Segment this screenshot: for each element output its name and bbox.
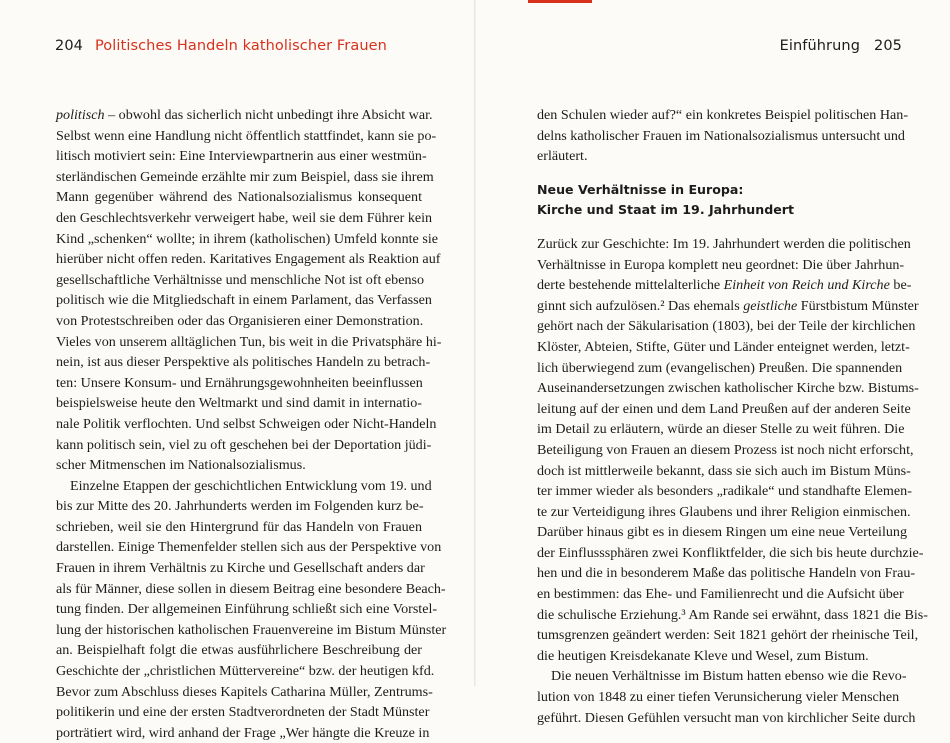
text-run: scher Mitmenschen im Nationalsozialismus. bbox=[56, 457, 306, 474]
text-run: schrieben, weil sie den Hintergrund für das Handeln von Frauen bbox=[56, 518, 422, 535]
text-run: derte bestehende mittelalterliche bbox=[537, 277, 724, 294]
text-line bbox=[537, 481, 912, 502]
text-run: hen und die in besonderem Maße das politische Handeln von Frau- bbox=[537, 565, 916, 582]
text-run: den Geschlechtsverkehr verweigert habe, weil sie dem Führer kein bbox=[56, 209, 433, 226]
text-run: von Protestschreiben oder das Organisieren einer Demonstration. bbox=[56, 312, 424, 329]
text-line bbox=[56, 723, 430, 743]
text-run: im Detail zu erläutern, würde an dieser Stelle zu weit führen. Die bbox=[537, 421, 905, 438]
text-line bbox=[56, 146, 427, 167]
text-run: tumsgrenzen geändert werden: Seit 1821 gehört der rheinische Teil, bbox=[537, 627, 919, 644]
text-run: en bestimmen: das Ehe- und Familienrecht und die Aufsicht über bbox=[537, 586, 904, 603]
text-line bbox=[537, 255, 905, 276]
text-run: kann politisch sein, viel zu oft geschehen bei der Deportation jüdi- bbox=[56, 436, 432, 453]
text-line bbox=[537, 605, 928, 626]
text-line bbox=[56, 126, 437, 147]
left-body-text bbox=[56, 105, 447, 743]
text-run: darstellen. Einige Themenfelder stellen sich aus der Perspektive von bbox=[56, 539, 442, 556]
text-line bbox=[537, 146, 897, 167]
text-line bbox=[56, 599, 438, 620]
spacer bbox=[537, 221, 897, 234]
text-run: politikerin und eine der ersten Stadtverordneten der Stadt Münster bbox=[56, 704, 430, 721]
italic-text: politisch bbox=[56, 107, 105, 123]
text-line bbox=[537, 543, 924, 564]
spacer bbox=[537, 167, 897, 180]
text-line bbox=[56, 167, 434, 188]
text-line bbox=[56, 620, 447, 641]
text-line bbox=[56, 229, 438, 250]
text-line bbox=[56, 682, 433, 703]
left-running-title: Politisches Handeln katholischer Frauen bbox=[94, 38, 387, 54]
text-line bbox=[56, 187, 422, 208]
text-line bbox=[56, 558, 425, 579]
text-line bbox=[537, 522, 908, 543]
text-line bbox=[537, 419, 905, 440]
text-line bbox=[537, 666, 907, 687]
text-line bbox=[537, 275, 912, 296]
text-run: Bevor zum Abschluss dieses Kapitels Catharina Müller, Zentrums- bbox=[56, 683, 433, 700]
text-line bbox=[537, 378, 919, 399]
text-run: Darüber hinaus gibt es in diesem Ringen um eine neue Verteilung bbox=[537, 524, 908, 541]
text-line bbox=[537, 461, 911, 482]
text-run: lung der historischen katholischen Frauenvereine im Bistum Münster bbox=[56, 621, 447, 638]
text-line bbox=[56, 290, 432, 311]
text-line bbox=[537, 563, 916, 584]
text-run: geführt. Diesen Gefühlen versucht man von kirchlicher Seite durch bbox=[537, 709, 916, 726]
text-line bbox=[56, 393, 422, 414]
text-run: – obwohl das sicherlich nicht unbedingt ihre Absicht war. bbox=[104, 107, 433, 123]
text-run: die schulische Erziehung.³ Am Rande sei erwähnt, dass 1821 die Bis- bbox=[537, 606, 928, 623]
text-run: doch ist mittlerweile bekannt, dass sie sich auch im Bistum Müns- bbox=[537, 462, 911, 479]
text-run: ginnt sich aufzulösen.² bbox=[537, 297, 665, 314]
text-line bbox=[56, 352, 431, 373]
text-line bbox=[56, 373, 422, 394]
text-run: Vieles von unserem alltäglichen Tun, bis weit in die Privatsphäre hi- bbox=[56, 333, 442, 350]
text-line bbox=[56, 661, 435, 682]
text-run: lution von 1848 zu einer tiefen Verunsicherung vieler Menschen bbox=[537, 689, 900, 706]
text-run: sterländischen Gemeinde erzählte mir zum Beispiel, dass sie ihrem bbox=[56, 168, 434, 185]
right-running-head bbox=[780, 38, 902, 54]
text-run: ter immer wieder als besonders „radikale“ und standhafte Elemen- bbox=[537, 483, 912, 500]
text-line bbox=[537, 105, 909, 126]
text-line bbox=[56, 208, 433, 229]
text-line bbox=[56, 105, 433, 126]
text-run: Geschichte der „christlichen Müttervereine“ bzw. der heutigen kfd. bbox=[56, 663, 435, 680]
text-line bbox=[56, 496, 422, 517]
text-run: Fürstbistum Münster bbox=[797, 297, 919, 314]
text-run: beispielsweise heute den Weltmarkt und sind damit in internatio- bbox=[56, 395, 422, 412]
text-line bbox=[537, 316, 916, 337]
text-run: leitung auf der einen und dem Land Preußen auf der anderen Seite bbox=[537, 400, 911, 417]
text-run: als für Männer, diese sollen in diesem Beitrag eine besondere Beach- bbox=[56, 580, 446, 597]
text-line bbox=[56, 414, 437, 435]
text-run: die heutigen Kreisdekanate Kleve und Wesel, zum Bistum. bbox=[537, 647, 869, 664]
text-run: Zurück zur Geschichte: Im 19. Jahrhundert werden die politischen bbox=[537, 235, 911, 252]
left-running-head bbox=[55, 38, 387, 54]
left-page bbox=[0, 0, 475, 741]
text-run: nein, ist aus dieser Perspektive als politisches Handeln zu betrach- bbox=[56, 354, 431, 371]
text-run: Das ehemals bbox=[664, 297, 744, 314]
text-run: Einzelne Etappen der geschichtlichen Entwicklung vom 19. und bbox=[70, 477, 432, 494]
text-line bbox=[56, 435, 432, 456]
text-run: den Schulen wieder auf?“ ein konkretes Beispiel politischen Han- bbox=[537, 107, 909, 123]
text-line bbox=[56, 640, 422, 661]
text-line bbox=[537, 646, 897, 667]
text-line bbox=[56, 249, 441, 270]
text-run: Mann gegenüber während des Nationalsozialismus konsequent bbox=[56, 189, 422, 206]
text-run: Verhältnisse in Europa komplett neu geordnet: Die über Jahrhun- bbox=[537, 256, 905, 273]
text-line bbox=[56, 455, 422, 476]
text-line bbox=[537, 584, 904, 605]
text-run: nale Politik verflochten. Und selbst Schweigen oder Nicht-Handeln bbox=[56, 415, 437, 432]
text-run: delns katholischer Frauen im Nationalsozialismus untersucht und bbox=[537, 127, 905, 144]
text-line bbox=[56, 311, 422, 332]
text-line bbox=[56, 517, 422, 538]
text-run: porträtiert wird, wird anhand der Frage „Wer hängte die Kreuze in bbox=[56, 724, 430, 741]
section-heading-line: Kirche und Staat im 19. Jahrhundert bbox=[537, 202, 795, 218]
right-body-text bbox=[537, 105, 928, 728]
text-run: lich überwiegend zum (evangelischen) Preußen. Die spannenden bbox=[537, 359, 903, 376]
text-run: der Einflusssphären zwei Konfliktfelder, die sich bis heute durchzie- bbox=[537, 544, 924, 561]
right-page-number: 205 bbox=[874, 38, 902, 54]
text-run: litisch motiviert sein: Eine Interviewpartnerin aus einer westmün- bbox=[56, 148, 427, 165]
text-run: Beteiligung von Frauen an diesem Prozess ist noch nicht erforscht, bbox=[537, 441, 914, 458]
text-run: gehört nach der Säkularisation (1803), bei der Teile der kirchlichen bbox=[537, 318, 916, 335]
text-line bbox=[537, 126, 905, 147]
text-run: an. Beispielhaft folgt die etwas ausführlichere Beschreibung der bbox=[56, 642, 422, 659]
text-line bbox=[56, 537, 442, 558]
text-line bbox=[537, 502, 911, 523]
text-line bbox=[56, 270, 425, 291]
text-line bbox=[537, 625, 919, 646]
text-run: Selbst wenn eine Handlung nicht öffentlich stattfindet, kann sie po- bbox=[56, 127, 437, 144]
text-run: be- bbox=[889, 277, 912, 294]
text-line bbox=[56, 332, 442, 353]
text-run: gesellschaftliche Verhältnisse und menschliche Not ist oft ebenso bbox=[56, 271, 425, 288]
text-line bbox=[537, 337, 910, 358]
text-run: tung finden. Der allgemeinen Einführung schließt sich eine Vorstel- bbox=[56, 601, 438, 618]
text-run: hierüber nicht offen reden. Karitatives Engagement als Reaktion auf bbox=[56, 251, 441, 268]
text-line bbox=[56, 702, 430, 723]
text-run: Die neuen Verhältnisse im Bistum hatten ebenso wie die Revo- bbox=[551, 668, 907, 685]
section-heading-line: Neue Verhältnisse in Europa: bbox=[537, 181, 744, 197]
italic-text: geistliche bbox=[743, 297, 798, 314]
text-line bbox=[537, 296, 919, 317]
text-line bbox=[56, 476, 432, 497]
text-line bbox=[56, 579, 446, 600]
left-page-number: 204 bbox=[55, 38, 83, 54]
text-run: Auseinandersetzungen zwischen katholischer Kirche bzw. Bistums- bbox=[537, 380, 919, 397]
text-run: Kind „schenken“ wollte; in ihrem (katholischen) Umfeld konnte sie bbox=[56, 230, 438, 247]
text-run: ten: Unsere Konsum- und Ernährungsgewohnheiten beeinflussen bbox=[56, 374, 423, 391]
text-run: Frauen in ihrem Verhältnis zu Kirche und Gesellschaft anders dar bbox=[56, 560, 425, 577]
text-run: politisch wie die Mitgliedschaft in einem Parlament, das Verfassen bbox=[56, 292, 432, 309]
italic-text: Einheit von Reich und Kirche bbox=[723, 277, 890, 294]
text-line bbox=[537, 440, 914, 461]
text-line bbox=[537, 234, 911, 255]
text-line bbox=[537, 399, 911, 420]
text-line bbox=[537, 358, 903, 379]
text-run: Klöster, Abteien, Stifte, Güter und Länder enteignet werden, letzt- bbox=[537, 338, 910, 355]
right-running-title: Einführung bbox=[779, 38, 861, 54]
text-run: erläutert. bbox=[537, 148, 588, 165]
text-line bbox=[537, 708, 916, 729]
text-run: bis zur Mitte des 20. Jahrhunderts werden im Folgenden kurz be- bbox=[56, 498, 424, 515]
text-run: te zur Verteidigung ihres Glaubens und ihrer Religion einmischen. bbox=[537, 503, 911, 520]
text-line bbox=[537, 687, 900, 708]
